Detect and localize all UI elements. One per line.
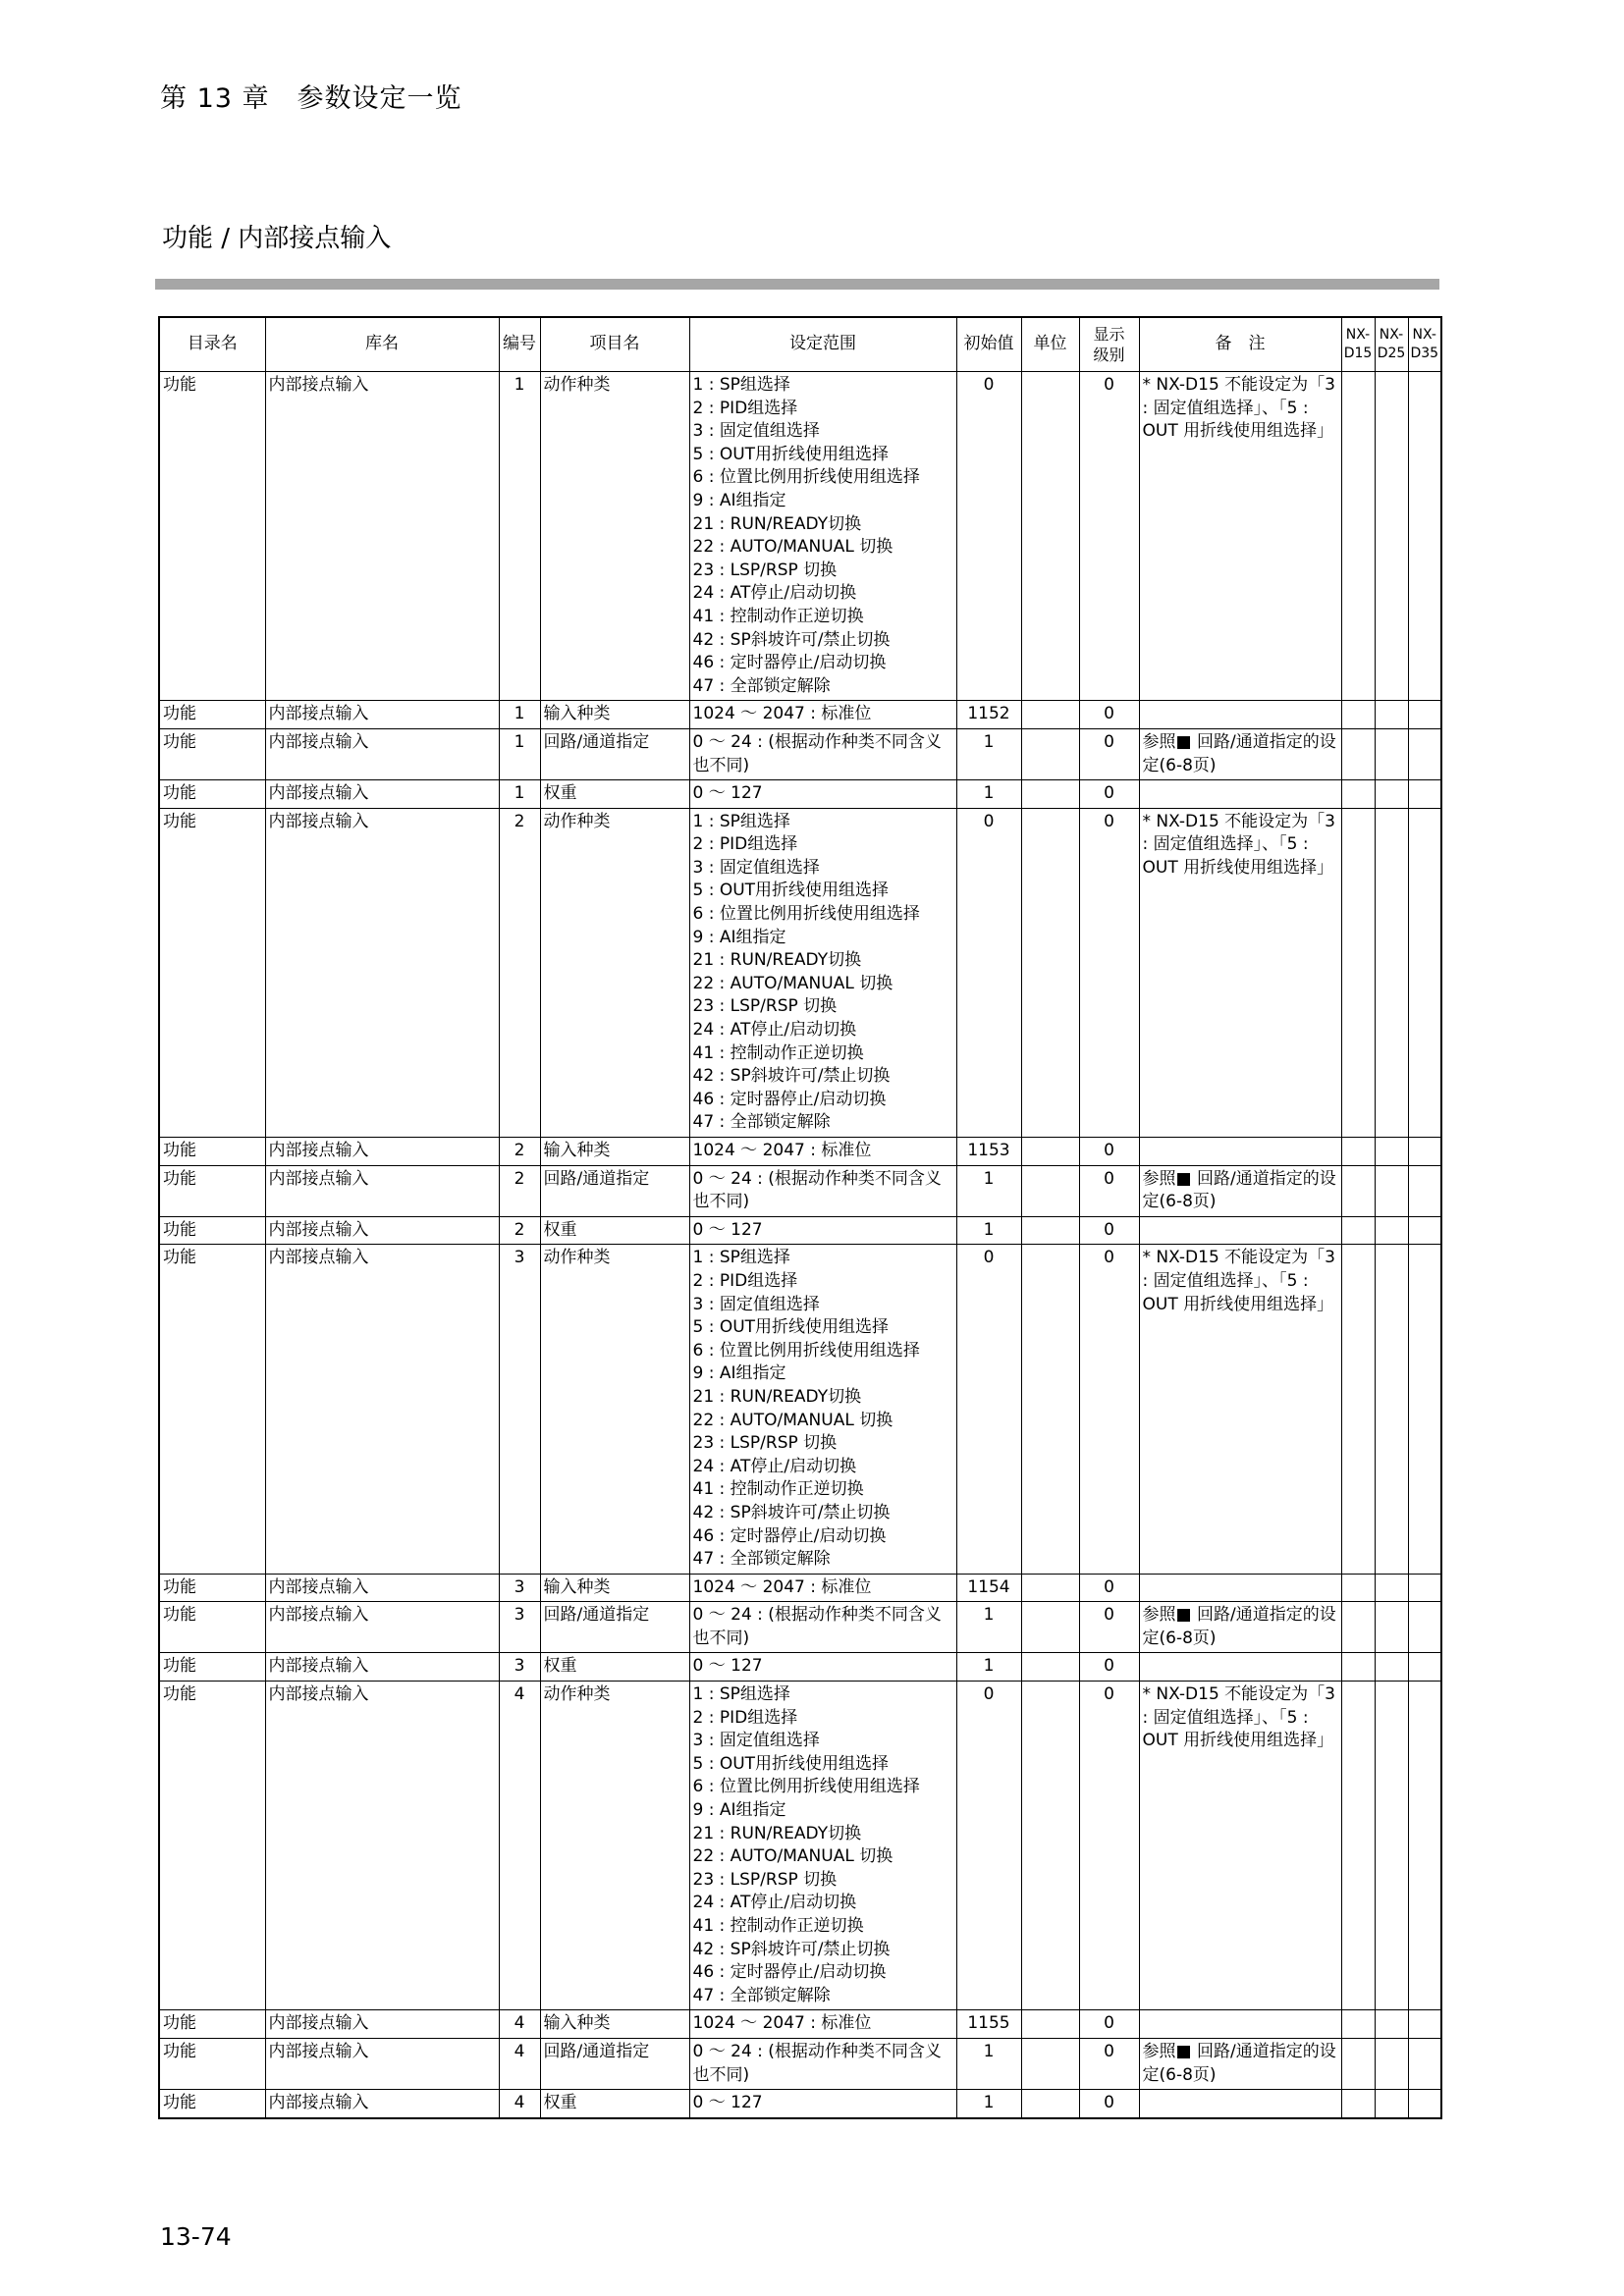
section-divider bbox=[155, 279, 1439, 290]
cell-number: 2 bbox=[499, 1138, 540, 1166]
cell-nx-d15 bbox=[1341, 701, 1375, 729]
cell-remarks bbox=[1139, 780, 1341, 809]
header-unit: 单位 bbox=[1021, 317, 1079, 372]
cell-unit bbox=[1021, 1574, 1079, 1602]
cell-item: 输入种类 bbox=[540, 1574, 689, 1602]
cell-remarks bbox=[1139, 1574, 1341, 1602]
cell-nx-d15 bbox=[1341, 1245, 1375, 1574]
cell-item: 权重 bbox=[540, 1653, 689, 1682]
cell-item: 输入种类 bbox=[540, 701, 689, 729]
cell-library: 内部接点输入 bbox=[265, 728, 499, 779]
cell-nx-d25 bbox=[1375, 1138, 1408, 1166]
cell-range: 1024 ～ 2047 : 标准位 bbox=[689, 1574, 956, 1602]
cell-nx-d15 bbox=[1341, 372, 1375, 701]
cell-item: 动作种类 bbox=[540, 1245, 689, 1574]
cell-library: 内部接点输入 bbox=[265, 2090, 499, 2118]
table-row bbox=[159, 2090, 1441, 2118]
cell-initial: 0 bbox=[956, 372, 1021, 701]
cell-nx-d25 bbox=[1375, 1653, 1408, 1682]
cell-level: 0 bbox=[1079, 2090, 1139, 2118]
cell-nx-d35 bbox=[1408, 1165, 1441, 1216]
cell-nx-d35 bbox=[1408, 1602, 1441, 1653]
table-body bbox=[159, 372, 1441, 2118]
cell-unit bbox=[1021, 1165, 1079, 1216]
cell-nx-d35 bbox=[1408, 780, 1441, 809]
cell-number: 1 bbox=[499, 372, 540, 701]
table-row bbox=[159, 1165, 1441, 1216]
cell-nx-d15 bbox=[1341, 728, 1375, 779]
cell-item: 回路/通道指定 bbox=[540, 1602, 689, 1653]
cell-level: 0 bbox=[1079, 808, 1139, 1137]
cell-level: 0 bbox=[1079, 728, 1139, 779]
header-nx-d35-line1: NX- bbox=[1412, 327, 1436, 343]
table-row bbox=[159, 1602, 1441, 1653]
cell-remarks bbox=[1139, 1138, 1341, 1166]
header-display-level-line1: 显示 bbox=[1093, 325, 1125, 344]
cell-library: 内部接点输入 bbox=[265, 1653, 499, 1682]
cell-unit bbox=[1021, 1138, 1079, 1166]
cell-library: 内部接点输入 bbox=[265, 2038, 499, 2089]
cell-nx-d25 bbox=[1375, 728, 1408, 779]
cell-initial: 1 bbox=[956, 728, 1021, 779]
cell-nx-d15 bbox=[1341, 1138, 1375, 1166]
cell-number: 3 bbox=[499, 1602, 540, 1653]
cell-number: 4 bbox=[499, 2038, 540, 2089]
cell-remarks: 参照■ 回路/通道指定的设定(6-8页) bbox=[1139, 1602, 1341, 1653]
cell-initial: 0 bbox=[956, 1245, 1021, 1574]
cell-range: 0 ～ 24 : (根据动作种类不同含义也不同) bbox=[689, 728, 956, 779]
cell-nx-d35 bbox=[1408, 1682, 1441, 2010]
cell-level: 0 bbox=[1079, 701, 1139, 729]
section-title: 功能 / 内部接点输入 bbox=[162, 224, 392, 253]
cell-nx-d15 bbox=[1341, 1653, 1375, 1682]
cell-level: 0 bbox=[1079, 1216, 1139, 1245]
cell-remarks bbox=[1139, 701, 1341, 729]
cell-nx-d15 bbox=[1341, 1602, 1375, 1653]
cell-range: 1 : SP组选择 2 : PID组选择 3 : 固定值组选择 5 : OUT用折线使用组选择 6 : 位置比例用折线使用组选择 9 : AI组指定 21 : RUN/READY切换 22 : AUTO/MANUAL 切换 23 : LSP/RSP 切换 24 : AT停止/启动切换 41 : 控制动作正逆切换 42 : SP斜坡许可/禁止切换 46 : 定时器停止/启动切换 47 : 全部锁定解除 bbox=[689, 808, 956, 1137]
cell-library: 内部接点输入 bbox=[265, 2010, 499, 2039]
cell-category: 功能 bbox=[159, 1165, 265, 1216]
cell-library: 内部接点输入 bbox=[265, 372, 499, 701]
cell-item: 动作种类 bbox=[540, 372, 689, 701]
cell-number: 3 bbox=[499, 1245, 540, 1574]
table-header bbox=[159, 317, 1441, 372]
cell-library: 内部接点输入 bbox=[265, 1574, 499, 1602]
cell-unit bbox=[1021, 1245, 1079, 1574]
cell-unit bbox=[1021, 1602, 1079, 1653]
cell-level: 0 bbox=[1079, 1138, 1139, 1166]
table-row bbox=[159, 1138, 1441, 1166]
cell-remarks bbox=[1139, 2010, 1341, 2039]
cell-remarks: * NX-D15 不能设定为「3 : 固定值组选择」、「5 : OUT 用折线使用组选择」 bbox=[1139, 1682, 1341, 2010]
cell-level: 0 bbox=[1079, 1245, 1139, 1574]
cell-nx-d25 bbox=[1375, 1602, 1408, 1653]
cell-range: 0 ～ 24 : (根据动作种类不同含义也不同) bbox=[689, 2038, 956, 2089]
cell-number: 4 bbox=[499, 2090, 540, 2118]
cell-level: 0 bbox=[1079, 1653, 1139, 1682]
cell-library: 内部接点输入 bbox=[265, 701, 499, 729]
header-initial: 初始值 bbox=[956, 317, 1021, 372]
cell-remarks: 参照■ 回路/通道指定的设定(6-8页) bbox=[1139, 2038, 1341, 2089]
cell-category: 功能 bbox=[159, 2010, 265, 2039]
cell-library: 内部接点输入 bbox=[265, 1245, 499, 1574]
cell-category: 功能 bbox=[159, 2090, 265, 2118]
cell-category: 功能 bbox=[159, 1245, 265, 1574]
cell-library: 内部接点输入 bbox=[265, 808, 499, 1137]
cell-range: 0 ～ 127 bbox=[689, 780, 956, 809]
header-nx-d15 bbox=[1341, 317, 1375, 372]
cell-number: 3 bbox=[499, 1574, 540, 1602]
cell-nx-d15 bbox=[1341, 1574, 1375, 1602]
cell-number: 1 bbox=[499, 728, 540, 779]
cell-category: 功能 bbox=[159, 372, 265, 701]
cell-initial: 1 bbox=[956, 1602, 1021, 1653]
cell-item: 输入种类 bbox=[540, 1138, 689, 1166]
cell-library: 内部接点输入 bbox=[265, 780, 499, 809]
table-row bbox=[159, 2038, 1441, 2089]
cell-level: 0 bbox=[1079, 780, 1139, 809]
cell-initial: 1154 bbox=[956, 1574, 1021, 1602]
table-row bbox=[159, 1653, 1441, 1682]
cell-range: 1024 ～ 2047 : 标准位 bbox=[689, 701, 956, 729]
header-display-level bbox=[1079, 317, 1139, 372]
cell-range: 1 : SP组选择 2 : PID组选择 3 : 固定值组选择 5 : OUT用折线使用组选择 6 : 位置比例用折线使用组选择 9 : AI组指定 21 : RUN/READY切换 22 : AUTO/MANUAL 切换 23 : LSP/RSP 切换 24 : AT停止/启动切换 41 : 控制动作正逆切换 42 : SP斜坡许可/禁止切换 46 : 定时器停止/启动切换 47 : 全部锁定解除 bbox=[689, 1245, 956, 1574]
cell-remarks: * NX-D15 不能设定为「3 : 固定值组选择」、「5 : OUT 用折线使用组选择」 bbox=[1139, 808, 1341, 1137]
header-remarks: 备 注 bbox=[1139, 317, 1341, 372]
cell-remarks: 参照■ 回路/通道指定的设定(6-8页) bbox=[1139, 728, 1341, 779]
header-range: 设定范围 bbox=[689, 317, 956, 372]
cell-level: 0 bbox=[1079, 372, 1139, 701]
header-number: 编号 bbox=[499, 317, 540, 372]
table-row bbox=[159, 1682, 1441, 2010]
header-nx-d25-line2: D25 bbox=[1377, 346, 1406, 361]
cell-level: 0 bbox=[1079, 1682, 1139, 2010]
chapter-title: 第 13 章 参数设定一览 bbox=[160, 83, 462, 114]
cell-nx-d25 bbox=[1375, 808, 1408, 1137]
cell-level: 0 bbox=[1079, 2010, 1139, 2039]
cell-nx-d25 bbox=[1375, 2038, 1408, 2089]
table-row bbox=[159, 1574, 1441, 1602]
cell-category: 功能 bbox=[159, 1216, 265, 1245]
cell-nx-d25 bbox=[1375, 701, 1408, 729]
table-row bbox=[159, 372, 1441, 701]
cell-library: 内部接点输入 bbox=[265, 1138, 499, 1166]
cell-unit bbox=[1021, 2010, 1079, 2039]
cell-category: 功能 bbox=[159, 1682, 265, 2010]
cell-item: 动作种类 bbox=[540, 1682, 689, 2010]
cell-initial: 1 bbox=[956, 1216, 1021, 1245]
cell-nx-d15 bbox=[1341, 2090, 1375, 2118]
cell-initial: 1155 bbox=[956, 2010, 1021, 2039]
cell-category: 功能 bbox=[159, 701, 265, 729]
cell-nx-d35 bbox=[1408, 1574, 1441, 1602]
parameter-table bbox=[158, 316, 1442, 2119]
table-row bbox=[159, 1216, 1441, 1245]
cell-unit bbox=[1021, 1682, 1079, 2010]
header-display-level-line2: 级别 bbox=[1093, 346, 1125, 364]
cell-unit bbox=[1021, 780, 1079, 809]
cell-number: 3 bbox=[499, 1653, 540, 1682]
header-item: 项目名 bbox=[540, 317, 689, 372]
header-nx-d35-line2: D35 bbox=[1410, 346, 1439, 361]
cell-remarks: * NX-D15 不能设定为「3 : 固定值组选择」、「5 : OUT 用折线使用组选择」 bbox=[1139, 1245, 1341, 1574]
cell-initial: 0 bbox=[956, 808, 1021, 1137]
cell-number: 2 bbox=[499, 1165, 540, 1216]
table-row bbox=[159, 728, 1441, 779]
cell-nx-d35 bbox=[1408, 2038, 1441, 2089]
cell-nx-d25 bbox=[1375, 1216, 1408, 1245]
cell-item: 权重 bbox=[540, 2090, 689, 2118]
cell-initial: 0 bbox=[956, 1682, 1021, 2010]
cell-range: 0 ～ 127 bbox=[689, 2090, 956, 2118]
cell-library: 内部接点输入 bbox=[265, 1682, 499, 2010]
header-nx-d15-line2: D15 bbox=[1343, 346, 1373, 361]
cell-item: 动作种类 bbox=[540, 808, 689, 1137]
cell-category: 功能 bbox=[159, 1602, 265, 1653]
cell-nx-d25 bbox=[1375, 1574, 1408, 1602]
header-nx-d15-line1: NX- bbox=[1345, 327, 1371, 343]
header-nx-d25-line1: NX- bbox=[1379, 327, 1404, 343]
cell-initial: 1152 bbox=[956, 701, 1021, 729]
cell-library: 内部接点输入 bbox=[265, 1165, 499, 1216]
cell-remarks: * NX-D15 不能设定为「3 : 固定值组选择」、「5 : OUT 用折线使用组选择」 bbox=[1139, 372, 1341, 701]
cell-item: 回路/通道指定 bbox=[540, 2038, 689, 2089]
table-row bbox=[159, 780, 1441, 809]
cell-remarks bbox=[1139, 1653, 1341, 1682]
cell-range: 1024 ～ 2047 : 标准位 bbox=[689, 1138, 956, 1166]
cell-initial: 1 bbox=[956, 1165, 1021, 1216]
cell-nx-d15 bbox=[1341, 2010, 1375, 2039]
cell-unit bbox=[1021, 2038, 1079, 2089]
table-row bbox=[159, 1245, 1441, 1574]
cell-range: 1 : SP组选择 2 : PID组选择 3 : 固定值组选择 5 : OUT用折线使用组选择 6 : 位置比例用折线使用组选择 9 : AI组指定 21 : RUN/READY切换 22 : AUTO/MANUAL 切换 23 : LSP/RSP 切换 24 : AT停止/启动切换 41 : 控制动作正逆切换 42 : SP斜坡许可/禁止切换 46 : 定时器停止/启动切换 47 : 全部锁定解除 bbox=[689, 1682, 956, 2010]
cell-nx-d15 bbox=[1341, 780, 1375, 809]
cell-unit bbox=[1021, 2090, 1079, 2118]
cell-unit bbox=[1021, 728, 1079, 779]
cell-nx-d35 bbox=[1408, 1245, 1441, 1574]
cell-category: 功能 bbox=[159, 1574, 265, 1602]
cell-number: 4 bbox=[499, 2010, 540, 2039]
cell-range: 0 ～ 127 bbox=[689, 1653, 956, 1682]
cell-library: 内部接点输入 bbox=[265, 1216, 499, 1245]
cell-level: 0 bbox=[1079, 1602, 1139, 1653]
cell-remarks bbox=[1139, 2090, 1341, 2118]
cell-level: 0 bbox=[1079, 2038, 1139, 2089]
cell-nx-d15 bbox=[1341, 808, 1375, 1137]
cell-item: 输入种类 bbox=[540, 2010, 689, 2039]
cell-nx-d15 bbox=[1341, 1216, 1375, 1245]
page-number: 13-74 bbox=[160, 2222, 232, 2251]
cell-nx-d15 bbox=[1341, 2038, 1375, 2089]
cell-category: 功能 bbox=[159, 728, 265, 779]
cell-range: 1024 ～ 2047 : 标准位 bbox=[689, 2010, 956, 2039]
cell-unit bbox=[1021, 701, 1079, 729]
cell-remarks: 参照■ 回路/通道指定的设定(6-8页) bbox=[1139, 1165, 1341, 1216]
cell-initial: 1 bbox=[956, 2090, 1021, 2118]
cell-remarks bbox=[1139, 1216, 1341, 1245]
cell-initial: 1 bbox=[956, 2038, 1021, 2089]
cell-number: 1 bbox=[499, 780, 540, 809]
cell-nx-d25 bbox=[1375, 780, 1408, 809]
cell-level: 0 bbox=[1079, 1165, 1139, 1216]
header-nx-d35 bbox=[1408, 317, 1441, 372]
cell-library: 内部接点输入 bbox=[265, 1602, 499, 1653]
cell-unit bbox=[1021, 1216, 1079, 1245]
cell-nx-d35 bbox=[1408, 1216, 1441, 1245]
cell-initial: 1153 bbox=[956, 1138, 1021, 1166]
table-row bbox=[159, 2010, 1441, 2039]
cell-number: 4 bbox=[499, 1682, 540, 2010]
header-nx-d25 bbox=[1375, 317, 1408, 372]
cell-nx-d25 bbox=[1375, 2010, 1408, 2039]
cell-nx-d15 bbox=[1341, 1682, 1375, 2010]
cell-item: 权重 bbox=[540, 1216, 689, 1245]
cell-category: 功能 bbox=[159, 780, 265, 809]
cell-unit bbox=[1021, 372, 1079, 701]
cell-range: 0 ～ 24 : (根据动作种类不同含义也不同) bbox=[689, 1602, 956, 1653]
header-row bbox=[159, 317, 1441, 372]
cell-nx-d35 bbox=[1408, 2010, 1441, 2039]
cell-initial: 1 bbox=[956, 780, 1021, 809]
cell-nx-d15 bbox=[1341, 1165, 1375, 1216]
cell-nx-d25 bbox=[1375, 1682, 1408, 2010]
cell-number: 2 bbox=[499, 808, 540, 1137]
cell-nx-d35 bbox=[1408, 701, 1441, 729]
cell-nx-d25 bbox=[1375, 1165, 1408, 1216]
cell-category: 功能 bbox=[159, 1138, 265, 1166]
cell-nx-d25 bbox=[1375, 2090, 1408, 2118]
table-row bbox=[159, 808, 1441, 1137]
cell-item: 权重 bbox=[540, 780, 689, 809]
cell-nx-d25 bbox=[1375, 372, 1408, 701]
table-row bbox=[159, 701, 1441, 729]
cell-nx-d35 bbox=[1408, 372, 1441, 701]
cell-nx-d35 bbox=[1408, 728, 1441, 779]
cell-number: 2 bbox=[499, 1216, 540, 1245]
cell-item: 回路/通道指定 bbox=[540, 1165, 689, 1216]
cell-category: 功能 bbox=[159, 808, 265, 1137]
cell-nx-d35 bbox=[1408, 1653, 1441, 1682]
cell-number: 1 bbox=[499, 701, 540, 729]
cell-unit bbox=[1021, 1653, 1079, 1682]
cell-nx-d35 bbox=[1408, 2090, 1441, 2118]
cell-initial: 1 bbox=[956, 1653, 1021, 1682]
cell-item: 回路/通道指定 bbox=[540, 728, 689, 779]
header-category: 目录名 bbox=[159, 317, 265, 372]
cell-level: 0 bbox=[1079, 1574, 1139, 1602]
cell-range: 0 ～ 127 bbox=[689, 1216, 956, 1245]
cell-range: 0 ～ 24 : (根据动作种类不同含义也不同) bbox=[689, 1165, 956, 1216]
cell-range: 1 : SP组选择 2 : PID组选择 3 : 固定值组选择 5 : OUT用折线使用组选择 6 : 位置比例用折线使用组选择 9 : AI组指定 21 : RUN/READY切换 22 : AUTO/MANUAL 切换 23 : LSP/RSP 切换 24 : AT停止/启动切换 41 : 控制动作正逆切换 42 : SP斜坡许可/禁止切换 46 : 定时器停止/启动切换 47 : 全部锁定解除 bbox=[689, 372, 956, 701]
cell-unit bbox=[1021, 808, 1079, 1137]
cell-nx-d25 bbox=[1375, 1245, 1408, 1574]
cell-nx-d35 bbox=[1408, 808, 1441, 1137]
cell-category: 功能 bbox=[159, 2038, 265, 2089]
cell-category: 功能 bbox=[159, 1653, 265, 1682]
cell-nx-d35 bbox=[1408, 1138, 1441, 1166]
header-library: 库名 bbox=[265, 317, 499, 372]
